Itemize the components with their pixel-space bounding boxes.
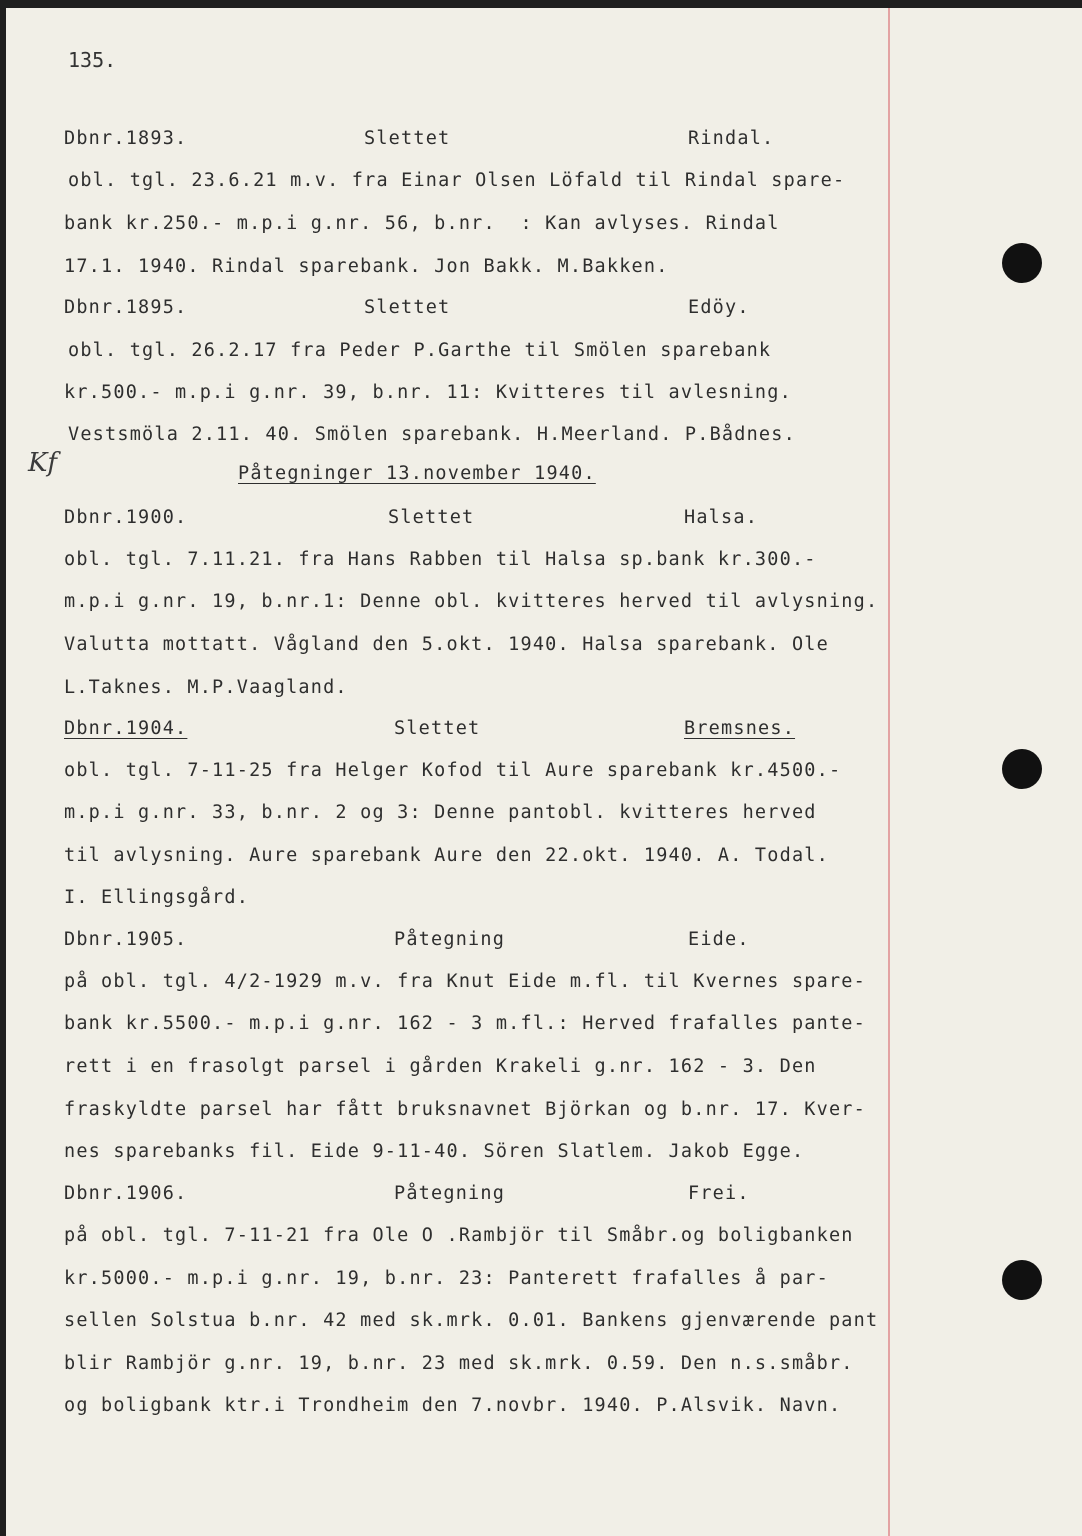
binder-hole-middle	[1002, 749, 1042, 789]
date-heading: Påtegninger 13.november 1940.	[238, 463, 596, 484]
entry-line: rett i en frasolgt parsel i gården Krakeli g.nr. 162 - 3. Den	[64, 1056, 817, 1077]
entry-type: Påtegning	[394, 929, 506, 950]
entry-place: Frei.	[688, 1183, 750, 1204]
entry-line: L.Taknes. M.P.Vaagland.	[64, 677, 348, 698]
margin-rule	[888, 8, 890, 1536]
entry-dbnr: Dbnr.1893.	[64, 128, 188, 149]
entry-place: Eide.	[688, 929, 750, 950]
entry-dbnr: Dbnr.1900.	[64, 507, 188, 528]
binder-hole-top	[1002, 243, 1042, 283]
entry-line: bank kr.250.- m.p.i g.nr. 56, b.nr. : Kan avlyses. Rindal	[64, 213, 780, 234]
entry-place: Edöy.	[688, 297, 750, 318]
entry-line: Vestsmöla 2.11. 40. Smölen sparebank. H.Meerland. P.Bådnes.	[68, 424, 796, 445]
margin-mark: Kf	[28, 448, 58, 478]
entry-line: m.p.i g.nr. 19, b.nr.1: Denne obl. kvitteres herved til avlysning.	[64, 591, 879, 612]
entry-line: obl. tgl. 7.11.21. fra Hans Rabben til Halsa sp.bank kr.300.-	[64, 549, 817, 570]
entry-line: på obl. tgl. 7-11-21 fra Ole O .Rambjör til Småbr.og boligbanken	[64, 1225, 854, 1246]
entry-dbnr: Dbnr.1895.	[64, 297, 188, 318]
entry-line: 17.1. 1940. Rindal sparebank. Jon Bakk. M.Bakken.	[64, 256, 669, 277]
entry-line: på obl. tgl. 4/2-1929 m.v. fra Knut Eide m.fl. til Kvernes spare-	[64, 971, 866, 992]
ledger-page	[6, 8, 1082, 1536]
entry-line: til avlysning. Aure sparebank Aure den 22.okt. 1940. A. Todal.	[64, 845, 829, 866]
entry-line: obl. tgl. 26.2.17 fra Peder P.Garthe til Smölen sparebank	[68, 340, 772, 361]
entry-dbnr: Dbnr.1906.	[64, 1183, 188, 1204]
entry-type: Påtegning	[394, 1183, 506, 1204]
entry-type: Slettet	[388, 507, 475, 528]
entry-place: Halsa.	[684, 507, 759, 528]
entry-line: I. Ellingsgård.	[64, 887, 250, 908]
entry-line: bank kr.5500.- m.p.i g.nr. 162 - 3 m.fl.: Herved frafalles pante-	[64, 1013, 866, 1034]
page-number: 135.	[68, 48, 117, 72]
entry-line: obl. tgl. 23.6.21 m.v. fra Einar Olsen Löfald til Rindal spare-	[68, 170, 846, 191]
entry-line: kr.500.- m.p.i g.nr. 39, b.nr. 11: Kvitteres til avlesning.	[64, 382, 792, 403]
entry-type: Slettet	[364, 128, 451, 149]
entry-line: sellen Solstua b.nr. 42 med sk.mrk. 0.01. Bankens gjenværende pant	[64, 1310, 879, 1331]
entry-line: nes sparebanks fil. Eide 9-11-40. Sören Slatlem. Jakob Egge.	[64, 1141, 805, 1162]
entry-line: og boligbank ktr.i Trondheim den 7.novbr. 1940. P.Alsvik. Navn.	[64, 1395, 842, 1416]
entry-dbnr: Dbnr.1904.	[64, 718, 188, 739]
entry-place: Rindal.	[688, 128, 775, 149]
entry-line: kr.5000.- m.p.i g.nr. 19, b.nr. 23: Panterett frafalles å par-	[64, 1268, 829, 1289]
entry-line: obl. tgl. 7-11-25 fra Helger Kofod til Aure sparebank kr.4500.-	[64, 760, 842, 781]
entry-line: Valutta mottatt. Vågland den 5.okt. 1940. Halsa sparebank. Ole	[64, 634, 829, 655]
entry-dbnr: Dbnr.1905.	[64, 929, 188, 950]
entry-line: m.p.i g.nr. 33, b.nr. 2 og 3: Denne pantobl. kvitteres herved	[64, 802, 817, 823]
entry-type: Slettet	[364, 297, 451, 318]
entry-type: Slettet	[394, 718, 481, 739]
entry-line: blir Rambjör g.nr. 19, b.nr. 23 med sk.mrk. 0.59. Den n.s.småbr.	[64, 1353, 854, 1374]
entry-line: fraskyldte parsel har fått bruksnavnet Björkan og b.nr. 17. Kver-	[64, 1099, 866, 1120]
binder-hole-bottom	[1002, 1260, 1042, 1300]
entry-place: Bremsnes.	[684, 718, 796, 739]
